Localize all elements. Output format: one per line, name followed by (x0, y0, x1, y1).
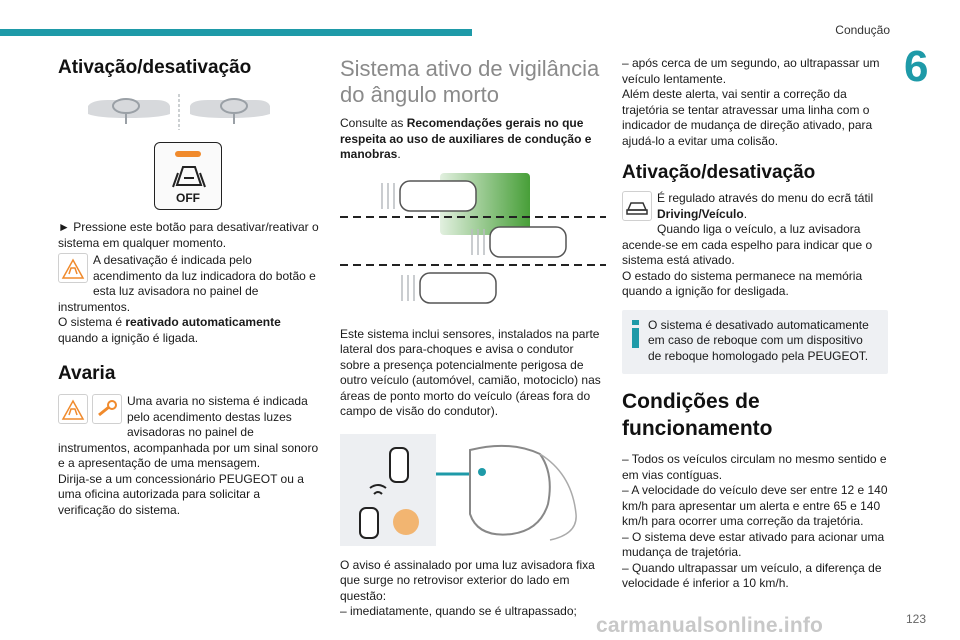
blind-spot-zone-illustration (340, 173, 606, 307)
blind-spot-warning-icon (58, 253, 88, 283)
header-accent-bar (0, 29, 472, 36)
fault-text: Uma avaria no sistema é indicada pelo acendimento destas luzes avisadoras no painel de instrumentos, acompanhada por um sinal sonoro e a apresentação de uma mensagem. (58, 394, 319, 470)
heading-conditions: Condições de funcionamento (622, 390, 773, 440)
warning-item-1: – imediatamente, quando se é ultrapassado; (340, 604, 577, 618)
deactivation-block (58, 253, 320, 315)
heading-blind-spot: Sistema ativo de vigilância do ângulo morto (340, 56, 600, 107)
steering-wheel-illustration (78, 92, 278, 132)
watermark: carmanualsonline.info (596, 614, 824, 637)
indicator-led (175, 151, 201, 157)
system-description: Este sistema inclui sensores, instalados na parte lateral dos para-choques e avisa o condutor sobre a presença potencialmente perigosa de outro veículo (automóvel, camião, motociclo) nas áreas de ponto morto do veículo (áreas fora do campo de visão do condutor). (340, 326, 601, 418)
deactivation-text: A desativação é indicada pelo acendimento da luz indicadora do botão e esta luz avisadora no painel de instrumentos. (58, 253, 316, 314)
page-number: 123 (906, 612, 927, 626)
column-left (58, 56, 320, 518)
menu-text: É regulado através do menu do ecrã tátil Driving/Veículo. (657, 191, 874, 221)
car-menu-icon (622, 191, 652, 221)
consult-text: Consulte as Recomendações gerais no que respeita ao uso de auxiliares de condução e manobras. (340, 116, 592, 161)
fault-block (58, 394, 320, 472)
heading-activation: Ativação/desativação (58, 57, 252, 78)
off-label: OFF (176, 191, 200, 205)
condition-item: – O sistema deve estar ativado para acionar uma mudança de trajetória. (622, 529, 885, 559)
heading-activation-2: Ativação/desativação (622, 162, 816, 183)
correction-text: Além deste alerta, vai sentir a correção da trajetória se tentar atravessar uma linha com o indicador de mudança de direção ativado, para ajudá-lo a evitar uma colisão. (622, 87, 873, 148)
info-icon (632, 320, 639, 348)
chapter-number: 6 (904, 42, 929, 91)
heading-fault: Avaria (58, 363, 116, 384)
condition-item: – A velocidade do veículo deve ser entre 12 e 140 km/h para apresentar um alerta e entre 65 e 140 km/h para ocorrer uma correção da trajetória. (622, 483, 888, 528)
step-press-button: ► Pressione este botão para desativar/reativar o sistema em qualquer momento. (58, 220, 319, 250)
wrench-service-icon (92, 394, 122, 424)
chapter-title: Condução (835, 23, 890, 37)
warning-description: O aviso é assinalado por uma luz avisadora fixa que surge no retrovisor exterior do lado em questão: (340, 557, 595, 603)
blind-spot-warning-icon (58, 394, 88, 424)
info-text: O sistema é desativado automaticamente em caso de reboque com um dispositivo de reboque homologado pela PEUGEOT. (648, 317, 869, 363)
mirror-warning-illustration (340, 434, 606, 546)
warning-item-2: – após cerca de um segundo, ao ultrapassar um veículo lentamente. (622, 56, 880, 86)
condition-item: – Todos os veículos circulam no mesmo sentido e em vias contíguas. (622, 452, 887, 482)
ignition-text: Quando liga o veículo, a luz avisadora acende-se em cada espelho para indicar que o sistema está ativado. (622, 222, 873, 267)
menu-block (622, 191, 888, 222)
blind-spot-off-button[interactable] (154, 142, 222, 210)
memory-text: O estado do sistema permanece na memória quando a ignição for desligada. (622, 268, 863, 298)
info-box-towing (622, 310, 888, 375)
condition-item: – Quando ultrapassar um veículo, a diferença de velocidade é inferior a 10 km/h. (622, 560, 882, 590)
reactivation-text: O sistema é reativado automaticamente quando a ignição é ligada. (58, 315, 281, 345)
column-middle (340, 56, 606, 620)
column-right (622, 56, 888, 592)
blind-spot-car-icon (169, 161, 209, 189)
conditions-list (622, 452, 888, 592)
dealer-text: Dirija-se a um concessionário PEUGEOT ou a uma oficina autorizada para solicitar a verificação do sistema. (58, 471, 304, 517)
